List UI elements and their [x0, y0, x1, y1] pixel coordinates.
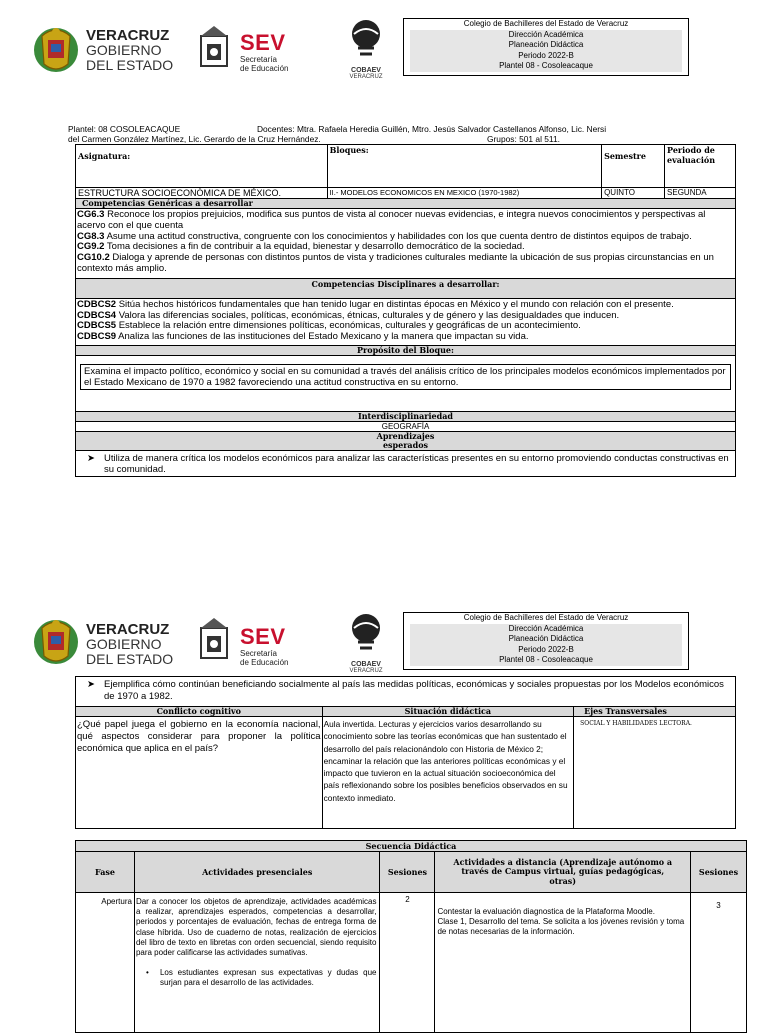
generica-code: CG6.3: [77, 209, 105, 220]
box-line-5: Plantel 08 - Cosoleacaque: [410, 655, 682, 666]
box-line-3: Planeación Didáctica: [410, 40, 682, 51]
disciplinar-code: CDBCS9: [77, 331, 117, 343]
sesiones-header-1: Sesiones: [380, 852, 435, 893]
generica-text: Dialoga y aprende de personas con distintos puntos de vista y tradiciones culturales mediante la ubicación de sus propias circunstancias en un contexto más amplio.: [77, 252, 714, 274]
sev-text: SEV: [240, 624, 286, 649]
disciplinar-text: Sitúa hechos históricos fundamentales que han tenido lugar en distintas épocas en México y el mundo con relación con el presente.: [116, 298, 674, 310]
veracruz-line1: VERACRUZ: [86, 27, 170, 44]
box-line-4: Periodo 2022-B: [410, 645, 682, 656]
distancia-header: Actividades a distancia (Aprendizaje autónomo a través de Campus virtual, guías pedagógicas, otras): [435, 852, 691, 893]
disciplinar-text: Valora las diferencias sociales, políticas, económicas, étnicas, culturales y de género y las desigualdades que inducen.: [116, 309, 620, 321]
sesiones-value-1: 2: [380, 893, 435, 1033]
presenciales-cell: [134, 893, 380, 1033]
ejes-header: Ejes Transversales: [574, 707, 736, 717]
generica-code: CG8.3: [77, 230, 105, 242]
arrow-bullet-icon: ➤: [87, 452, 95, 464]
generica-code: CG9.2: [77, 241, 105, 253]
sev-wordmark: [240, 624, 288, 668]
conflicto-header: Conflicto cognitivo: [76, 707, 323, 717]
disciplinares-list: [76, 298, 736, 345]
generica-text: Asume una actitud constructiva, congruente con los conocimientos y habilidades con los que cuenta dentro de distintos equipos de trabajo.: [104, 230, 692, 242]
aprendizaje2-row: [76, 677, 736, 707]
distancia-cell: [435, 893, 691, 1033]
cobaev-text: COBAEV: [351, 661, 381, 668]
disciplinar-item: [77, 332, 735, 343]
situacion-header: Situación didáctica: [322, 707, 574, 717]
veracruz-logo: [32, 612, 80, 670]
genericas-list: [76, 209, 736, 279]
bullet-dot-icon: •: [145, 968, 149, 978]
cobaev-text: COBAEV: [351, 67, 381, 74]
secuencia-table: [75, 840, 747, 1033]
institution-box: [403, 612, 689, 670]
distancia-text-1: Contestar la evaluación diagnostica de la Plataforma Moodle.: [437, 907, 655, 916]
secuencia-title: Secuencia Didáctica: [76, 841, 747, 852]
sev-logo: [193, 24, 235, 72]
veracruz-line1: VERACRUZ: [86, 621, 170, 638]
presenciales-text: Dar a conocer los objetos de aprendizaje, actividades académicas a realizar, aprendizajes esperados, competencias a desarrollar, periodos y porcentajes de evaluación, fechas de entrega forma de clase híbrida. Uso de cuaderno de notas, realización de ejercicios del libro de texto en libretas con orden secuencial, siendo requisito para poder calificarse las actividades sumativas.: [135, 897, 377, 958]
aprendizaje-row: [76, 450, 736, 476]
box-line-2: Dirección Académica: [410, 624, 682, 635]
info-line-2a: del Carmen González Martínez, Lic. Gerardo de la Cruz Hernández.: [68, 134, 321, 144]
ejes-text: SOCIAL Y HABILIDADES LECTORA.: [574, 717, 736, 829]
planning-table: [75, 144, 736, 477]
interdisciplinariedad-header: Interdisciplinariedad: [76, 411, 736, 421]
genericas-header: Competencias Genéricas a desarrollar: [76, 199, 736, 209]
disciplinar-code: CDBCS5: [77, 320, 117, 332]
box-line-5: Plantel 08 - Cosoleacaque: [410, 61, 682, 72]
sev-sub1: Secretaría: [240, 649, 277, 658]
generica-text: Toma decisiones a fin de contribuir a la equidad, bienestar y desarrollo democrático de la sociedad.: [104, 241, 525, 253]
veracruz-line2: GOBIERNO: [86, 636, 162, 653]
disciplinares-header: Competencias Disciplinares a desarrollar:: [76, 278, 736, 298]
sev-logo: [193, 616, 235, 664]
sev-sub2: de Educación: [240, 657, 289, 667]
header-asignatura: Asignatura:: [76, 145, 328, 188]
cobaev-logo: [346, 18, 386, 78]
situacion-text: Aula invertida. Lecturas y ejercicios varios desarrollando su conocimiento sobre las teorías económicas que han sustentado el desarrollo del país relacionándolo con Historia de México 2; encaminar la relación que las anteriores políticas económicas y el impacto que tuvieron en la actual situación socioeconómica del país reflexionando sobre los posibles beneficios observados en su contexto inmediato.: [322, 717, 574, 829]
box-line-1: Colegio de Bachilleres del Estado de Veracruz: [463, 19, 629, 28]
header-bloques: Bloques:: [327, 145, 601, 188]
box-line-3: Planeación Didáctica: [410, 634, 682, 645]
veracruz-line3: DEL ESTADO: [86, 650, 174, 667]
generica-text: Reconoce los propios prejuicios, modifica sus puntos de vista al conocer nuevas evidencias, e integra nuevos conocimientos y perspectivas al acervo con el que cuenta: [77, 209, 706, 231]
header-semestre: Semestre: [602, 145, 665, 188]
cobaev-sub: VERACRUZ: [349, 74, 383, 80]
info-line-2b: Grupos: 501 al 511.: [487, 134, 560, 144]
aprendizaje-item: [78, 453, 733, 476]
institution-box: [403, 18, 689, 76]
arrow-bullet-icon: ➤: [87, 679, 95, 690]
veracruz-wordmark: [86, 28, 173, 72]
proposito-text: Examina el impacto político, económico y social en su comunidad a través del análisis crítico de los principales modelos económicos implementados por el Estado Mexicano de 1970 a 1982 favoreciendo una actitud constructiva en su entorno.: [80, 364, 731, 390]
fase-value: Apertura: [76, 893, 135, 1033]
header-periodo: Periodo de evaluación: [665, 145, 736, 188]
presenciales-header: Actividades presenciales: [134, 852, 380, 893]
disciplinar-text: Establece la relación entre dimensiones políticas, económicas, culturales y geográficas de un acontecimiento.: [116, 320, 581, 332]
disciplinar-code: CDBCS4: [77, 309, 117, 321]
veracruz-line3: DEL ESTADO: [86, 56, 174, 73]
sev-sub1: Secretaría: [240, 55, 277, 64]
presenciales-bullet-text: Los estudiantes expresan sus expectativas y dudas que surjan para el desarrollo de las actividades.: [159, 968, 377, 988]
veracruz-wordmark: [86, 622, 173, 666]
semestre-value: QUINTO: [602, 188, 665, 199]
generica-item: [77, 253, 735, 275]
sev-text: SEV: [240, 30, 286, 55]
disciplinar-text: Analiza las funciones de las instituciones del Estado Mexicano y la manera que impactan su vida.: [116, 331, 529, 343]
aprendizajes-header: [76, 431, 736, 450]
situacion-table: [75, 676, 736, 829]
aprendizaje-text: Ejemplifica cómo continúan beneficiando socialmente al país las medidas políticas, económicas y sociales propuestas por los Modelos económicos de 1970 a 1982.: [104, 679, 724, 702]
interdisciplinariedad-value: GEOGRAFÍA: [76, 421, 736, 431]
aprendizaje-item: [78, 679, 733, 702]
aprendizaje-text: Utiliza de manera crítica los modelos económicos para analizar las características presentes en su entorno promoviendo conductas constructivas en su comunidad.: [104, 452, 729, 476]
cobaev-sub: VERACRUZ: [349, 668, 383, 674]
box-line-4: Periodo 2022-B: [410, 51, 682, 62]
aprendizajes-header-text: Aprendizajes esperados: [376, 430, 435, 450]
sesiones-value-2: 3: [691, 893, 747, 1033]
info-line-1: Plantel: 08 COSOLEACAQUE Docentes: Mtra. Rafaela Heredia Guillén, Mtro. Jesús Salvador Castellanos Alfonso, Lic. Nersi: [68, 124, 607, 134]
generica-item: [77, 210, 735, 232]
box-line-1: Colegio de Bachilleres del Estado de Veracruz: [463, 613, 629, 622]
bloque-value: II.- MODELOS ECONOMICOS EN MEXICO (1970-1982): [327, 188, 601, 199]
veracruz-logo: [32, 20, 80, 78]
sev-sub2: de Educación: [240, 63, 289, 73]
periodo-value: SEGUNDA: [665, 188, 736, 199]
fase-header: Fase: [76, 852, 135, 893]
asignatura-value: ESTRUCTURA SOCIOECONÓMICA DE MÉXICO.: [76, 188, 328, 199]
disciplinar-code: CDBCS2: [77, 298, 117, 310]
proposito-header: Propósito del Bloque:: [76, 345, 736, 355]
cobaev-logo: [346, 612, 386, 672]
presenciales-bullet-item: [136, 968, 377, 988]
box-line-2: Dirección Académica: [410, 30, 682, 41]
veracruz-line2: GOBIERNO: [86, 42, 162, 59]
sesiones-header-2: Sesiones: [691, 852, 747, 893]
distancia-text-2: Clase 1, Desarrollo del tema. Se solicita a los jóvenes revisión y toma de notas necesarias de la información.: [437, 917, 685, 937]
proposito-cell: [76, 355, 736, 411]
conflicto-text: ¿Qué papel juega el gobierno en la economía nacional, qué aspectos considerar para proponer la política económica que aplica en el país?: [76, 717, 323, 829]
generica-code: CG10.2: [77, 252, 110, 264]
sev-wordmark: [240, 30, 288, 74]
